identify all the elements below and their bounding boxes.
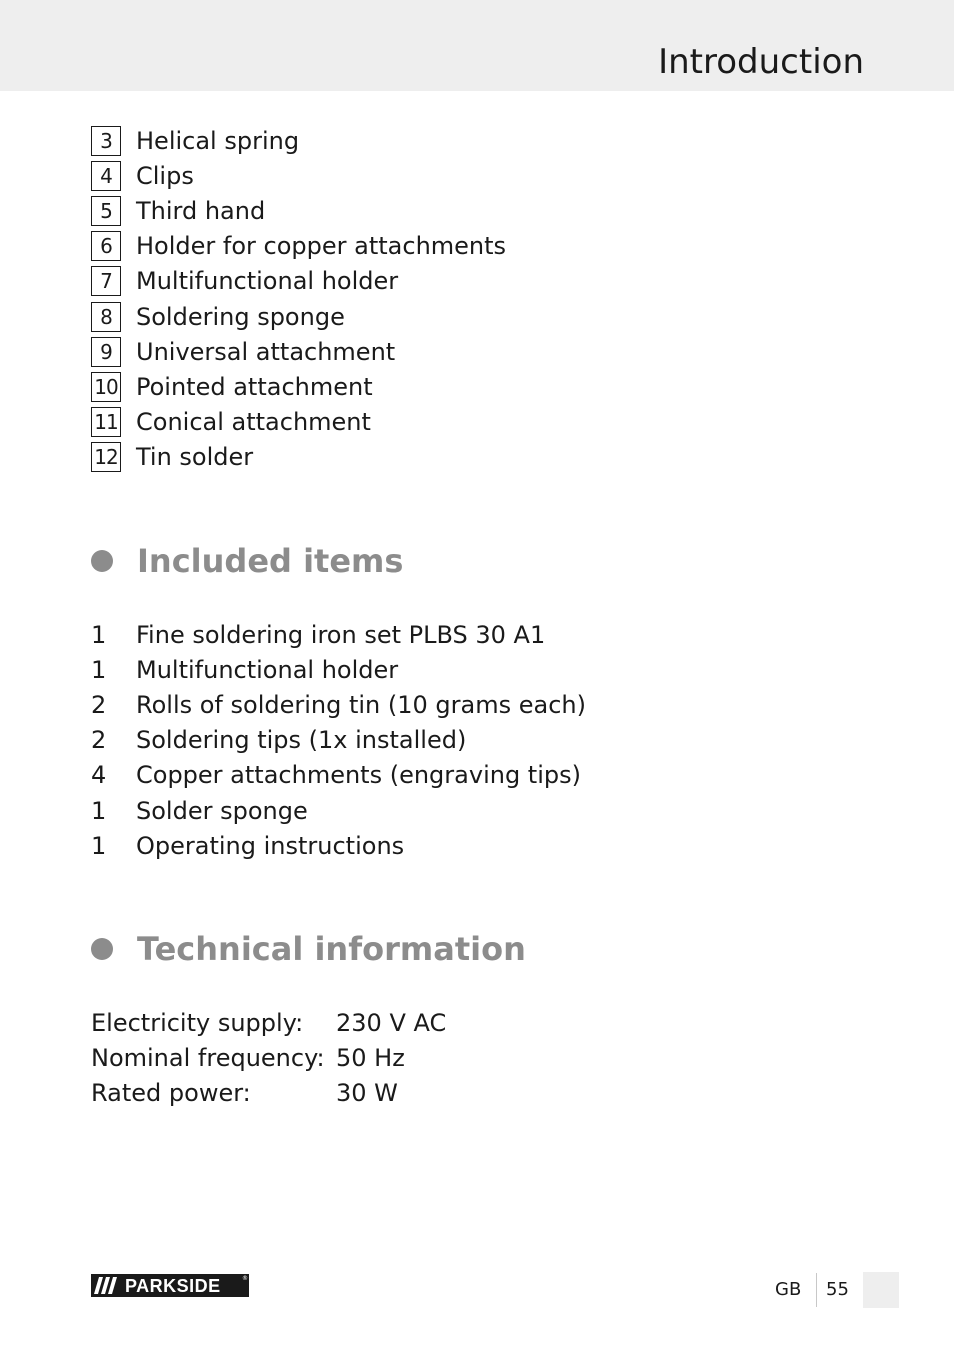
- part-label: Helical spring: [136, 126, 300, 155]
- part-number: 3: [91, 126, 121, 156]
- list-item: [91, 193, 506, 228]
- language-code: GB: [775, 1279, 802, 1300]
- spec-key: Electricity supply:: [91, 1008, 304, 1037]
- list-item: [91, 123, 506, 158]
- spec-key: Rated power:: [91, 1078, 251, 1107]
- spec-value: 50 Hz: [336, 1043, 405, 1072]
- list-item: [91, 617, 586, 652]
- logo-slashes-icon: [93, 1274, 121, 1297]
- list-item: [91, 828, 586, 863]
- part-number: 6: [91, 231, 121, 261]
- part-number: 4: [91, 161, 121, 191]
- part-label: Clips: [136, 161, 194, 190]
- part-number: 7: [91, 266, 121, 296]
- list-item: [91, 652, 586, 687]
- registered-mark: ®: [242, 1275, 248, 1282]
- section-title: Included items: [137, 542, 404, 580]
- footer-tab-box: [863, 1272, 899, 1308]
- item-quantity: 1: [91, 796, 107, 825]
- parts-list: [91, 123, 506, 475]
- bullet-icon: [91, 550, 113, 572]
- list-item: [91, 793, 586, 828]
- technical-data-table: [91, 1005, 446, 1110]
- spec-key: Nominal frequency:: [91, 1043, 325, 1072]
- list-item: [91, 687, 586, 722]
- technical-information-heading: [91, 930, 526, 968]
- list-item: [91, 758, 586, 793]
- item-label: Operating instructions: [136, 831, 405, 860]
- list-item: [91, 299, 506, 334]
- item-label: Fine soldering iron set PLBS 30 A1: [136, 620, 546, 649]
- item-quantity: 1: [91, 655, 107, 684]
- item-label: Soldering tips (1x installed): [136, 726, 467, 755]
- parkside-logo: [91, 1274, 249, 1297]
- list-item: [91, 334, 506, 369]
- table-row: [91, 1005, 446, 1040]
- included-items-heading: [91, 542, 404, 580]
- page-title: Introduction: [658, 42, 864, 82]
- part-number: 10: [91, 372, 121, 402]
- list-item: [91, 369, 506, 404]
- part-label: Holder for copper attachments: [136, 232, 507, 261]
- list-item: [91, 723, 586, 758]
- part-label: Multifunctional holder: [136, 267, 399, 296]
- list-item: [91, 158, 506, 193]
- item-quantity: 1: [91, 831, 107, 860]
- part-label: Pointed attachment: [136, 372, 373, 401]
- item-label: Copper attachments (engraving tips): [136, 761, 581, 790]
- footer-divider: [816, 1273, 817, 1307]
- item-quantity: 2: [91, 726, 107, 755]
- included-items-list: [91, 617, 586, 863]
- item-quantity: 1: [91, 620, 107, 649]
- list-item: [91, 229, 506, 264]
- table-row: [91, 1040, 446, 1075]
- part-number: 11: [91, 407, 121, 437]
- spec-value: 30 W: [336, 1078, 398, 1107]
- list-item: [91, 264, 506, 299]
- page-number: 55: [826, 1279, 849, 1300]
- list-item: [91, 405, 506, 440]
- part-number: 5: [91, 196, 121, 226]
- section-title: Technical information: [137, 930, 526, 968]
- part-number: 8: [91, 302, 121, 332]
- item-quantity: 4: [91, 761, 107, 790]
- part-label: Soldering sponge: [136, 302, 345, 331]
- brand-name: PARKSIDE: [125, 1275, 221, 1296]
- table-row: [91, 1075, 446, 1110]
- item-label: Multifunctional holder: [136, 655, 399, 684]
- item-quantity: 2: [91, 690, 107, 719]
- part-label: Universal attachment: [136, 337, 396, 366]
- bullet-icon: [91, 938, 113, 960]
- spec-value: 230 V AC: [336, 1008, 447, 1037]
- part-number: 9: [91, 337, 121, 367]
- part-number: 12: [91, 442, 121, 472]
- part-label: Tin solder: [136, 443, 254, 472]
- item-label: Solder sponge: [136, 796, 308, 825]
- list-item: [91, 440, 506, 475]
- item-label: Rolls of soldering tin (10 grams each): [136, 690, 586, 719]
- part-label: Third hand: [136, 196, 266, 225]
- part-label: Conical attachment: [136, 408, 371, 437]
